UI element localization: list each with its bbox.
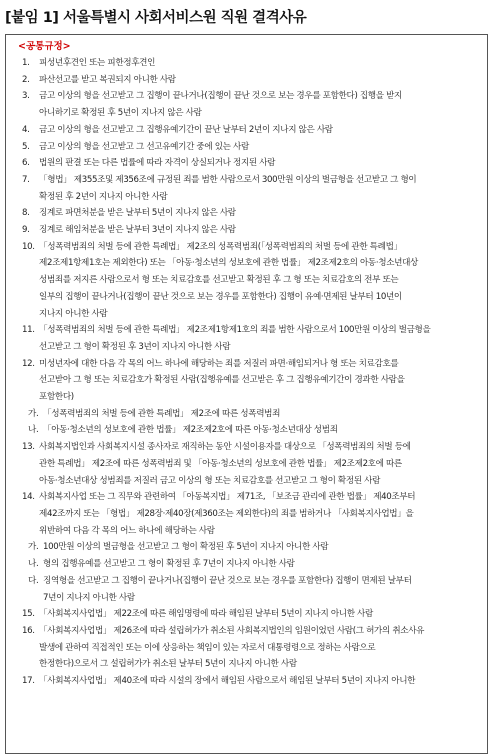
item-number: 가. — [28, 542, 39, 553]
list-subitem — [22, 573, 484, 606]
item-text — [39, 55, 484, 72]
list-item — [22, 239, 484, 323]
item-text-line: 성범죄를 저지른 사람으로서 형 또는 치료감호를 선고받고 확정된 후 그 형 또는 치료감호의 전부 또는 — [39, 275, 399, 286]
item-number: 11. — [22, 325, 35, 336]
requirements-box — [5, 34, 488, 754]
item-text — [43, 556, 484, 573]
item-text — [43, 422, 484, 439]
item-text-line: 사회복지법인과 사회복지시설 종사자로 재직하는 동안 시설이용자를 대상으로 「성폭력범죄의 처벌 등에 — [39, 442, 411, 453]
item-text — [39, 673, 484, 690]
list-item — [22, 55, 484, 72]
list-item — [22, 122, 484, 139]
list-item — [22, 72, 484, 89]
item-number: 17. — [22, 676, 35, 687]
section-header: <공통규정> — [18, 41, 71, 52]
item-number: 가. — [28, 408, 39, 419]
item-text-line: 미성년자에 대한 다음 각 목의 어느 하나에 해당하는 죄를 저질러 파면·해임되거나 형 또는 치료감호를 — [39, 358, 399, 369]
item-text — [39, 88, 484, 121]
item-text-line: 「사회복지사업법」 제26조에 따라 설립허가가 취소된 사회복지법인의 임원이었던 사람(그 허가의 취소사유 — [39, 625, 425, 636]
item-number: 13. — [22, 442, 35, 453]
list-subitem — [22, 539, 484, 556]
list-item — [22, 322, 484, 355]
item-text-line: 파산선고를 받고 복권되지 아니한 사람 — [39, 74, 176, 85]
item-number: 16. — [22, 625, 35, 636]
list-subitem — [22, 422, 484, 439]
list-item — [22, 88, 484, 121]
item-number: 다. — [28, 575, 39, 586]
item-text-line: 「성폭력범죄의 처벌 등에 관한 특례법」 제2조에 따른 성폭력범죄 — [43, 408, 281, 419]
item-text — [39, 205, 484, 222]
list-item — [22, 489, 484, 539]
item-number: 3. — [22, 91, 30, 102]
item-number: 7. — [22, 174, 30, 185]
item-text-line: 아니하기로 확정된 후 5년이 지나지 않은 사람 — [39, 108, 202, 119]
item-text — [43, 406, 484, 423]
item-text-line: 징계로 해임처분을 받은 날부터 3년이 지나지 않은 사람 — [39, 225, 236, 236]
list-subitem — [22, 556, 484, 573]
item-text-line: 선고받아 그 형 또는 치료감호가 확정된 사람(집행유예를 선고받은 후 그 집행유예기간이 경과한 사람을 — [39, 375, 405, 386]
item-text-line: 「사회복지사업법」 제22조에 따른 해임명령에 따라 해임된 날부터 5년이 지나지 아니한 사람 — [39, 609, 373, 620]
list-item — [22, 205, 484, 222]
page-title: [붙임 1] 서울특별시 사회서비스원 직원 결격사유 — [5, 10, 307, 26]
list-item — [22, 356, 484, 406]
item-number: 나. — [28, 559, 39, 570]
item-text — [39, 172, 484, 205]
item-text — [39, 322, 484, 355]
item-text-line: 포함한다) — [39, 392, 74, 403]
item-text-line: 「사회복지사업법」 제40조에 따라 시설의 장에서 해임된 사람으로서 해임된 날부터 5년이 지나지 아니한 — [39, 676, 416, 687]
item-text-line: 「형법」 제355조및 제356조에 규정된 죄를 범한 사람으로서 300만원 이상의 벌금형을 선고받고 그 형이 — [39, 174, 417, 185]
item-text-line: 「성폭력범죄의 처벌 등에 관한 특례법」 제2조의 성폭력범죄(「성폭력범죄의 처벌 등에 관한 특례법」 — [39, 241, 402, 252]
list-subitem — [22, 406, 484, 423]
item-number: 12. — [22, 358, 35, 369]
item-number: 15. — [22, 609, 35, 620]
item-text — [39, 623, 484, 673]
disqualification-list — [22, 55, 484, 690]
item-text — [39, 122, 484, 139]
item-text — [39, 606, 484, 623]
item-text-line: 징역형을 선고받고 그 집행이 끝나거나(집행이 끝난 것으로 보는 경우를 포함한다) 집행이 면제된 날부터 — [43, 575, 412, 586]
item-text-line: 금고 이상의 형을 선고받고 그 선고유예기간 중에 있는 사람 — [39, 141, 249, 152]
item-text-line: 지나지 아니한 사람 — [39, 308, 108, 319]
item-text-line: 법원의 판결 또는 다른 법률에 따라 자격이 상실되거나 정지된 사람 — [39, 158, 276, 169]
item-text-line: 형의 집행유예를 선고받고 그 형이 확정된 후 7년이 지나지 아니한 사람 — [43, 559, 295, 570]
item-number: 6. — [22, 158, 30, 169]
item-text-line: 일부의 집행이 끝나거나(집행이 끝난 것으로 보는 경우를 포함한다) 집행이 유예·면제된 날부터 10년이 — [39, 291, 402, 302]
item-text — [39, 155, 484, 172]
item-number: 5. — [22, 141, 30, 152]
item-text — [39, 356, 484, 406]
item-text — [43, 539, 484, 556]
list-item — [22, 606, 484, 623]
item-text-line: 제2조제1항제1호는 제외한다) 또는 「아동·청소년의 성보호에 관한 법률」 제2조제2호의 아동·청소년대상 — [39, 258, 419, 269]
item-text-line: 선고받고 그 형이 확정된 후 3년이 지나지 아니한 사람 — [39, 341, 231, 352]
item-text — [39, 72, 484, 89]
item-text-line: 100만원 이상의 벌금형을 선고받고 그 형이 확정된 후 5년이 지나지 아니한 사람 — [43, 542, 329, 553]
item-text-line: 위반하여 다음 각 목의 어느 하나에 해당하는 사람 — [39, 525, 215, 536]
item-text-line: 사회복지사업 또는 그 직무와 관련하여 「아동복지법」 제71조, 「보조금 관리에 관한 법률」 제40조부터 — [39, 492, 416, 503]
item-text — [39, 222, 484, 239]
item-text-line: 아동·청소년대상 성범죄를 저질러 금고 이상의 형 또는 치료감호를 선고받고 그 형이 확정된 사람 — [39, 475, 381, 486]
item-number: 4. — [22, 124, 30, 135]
item-number: 8. — [22, 208, 30, 219]
item-text-line: 금고 이상의 형을 선고받고 그 집행유예기간이 끝난 날부터 2년이 지나지 않은 사람 — [39, 124, 333, 135]
item-text-line: 확정된 후 2년이 지나지 아니한 사람 — [39, 191, 168, 202]
item-text-line: 「아동·청소년의 성보호에 관한 법률」 제2조제2호에 따른 아동·청소년대상 성범죄 — [43, 425, 338, 436]
item-text-line: 피성년후견인 또는 피한정후견인 — [39, 58, 156, 68]
item-text — [39, 239, 484, 323]
item-text-line: 금고 이상의 형을 선고받고 그 집행이 끝나거나(집행이 끝난 것으로 보는 경우를 포함한다) 집행을 받지 — [39, 91, 402, 102]
item-number: 9. — [22, 225, 30, 236]
item-text — [39, 139, 484, 156]
item-text-line: 관한 특례법」 제2조에 따른 성폭력범죄 및 「아동·청소년의 성보호에 관한 법률」 제2조제2호에 따른 — [39, 458, 402, 469]
item-number: 나. — [28, 425, 39, 436]
list-item — [22, 172, 484, 205]
list-item — [22, 222, 484, 239]
item-number: 14. — [22, 492, 35, 503]
item-number: 2. — [22, 74, 30, 85]
list-item — [22, 155, 484, 172]
list-item — [22, 439, 484, 489]
item-text-line: 「성폭력범죄의 처벌 등에 관한 특례법」 제2조제1항제1호의 죄를 범한 사람으로서 100만원 이상의 벌금형을 — [39, 325, 431, 336]
item-text — [39, 489, 484, 539]
item-text-line: 7년이 지나지 아니한 사람 — [43, 592, 135, 603]
item-text-line: 한정한다)으로서 그 설립허가가 취소된 날부터 5년이 지나지 아니한 사람 — [39, 659, 297, 670]
item-text — [43, 573, 484, 606]
item-text — [39, 439, 484, 489]
item-number: 1. — [22, 58, 30, 68]
list-item — [22, 673, 484, 690]
item-text-line: 징계로 파면처분을 받은 날부터 5년이 지나지 않은 사람 — [39, 208, 236, 219]
item-text-line: 발생에 관하여 직접적인 또는 이에 상응하는 책임이 있는 자로서 대통령령으로 정하는 사람으로 — [39, 642, 376, 653]
list-item — [22, 139, 484, 156]
item-number: 10. — [22, 241, 35, 252]
list-item — [22, 623, 484, 673]
item-text-line: 제42조까지 또는 「형법」 제28장·제40장(제360조는 제외한다)의 죄를 범하거나 「사회복지사업법」을 — [39, 508, 414, 519]
